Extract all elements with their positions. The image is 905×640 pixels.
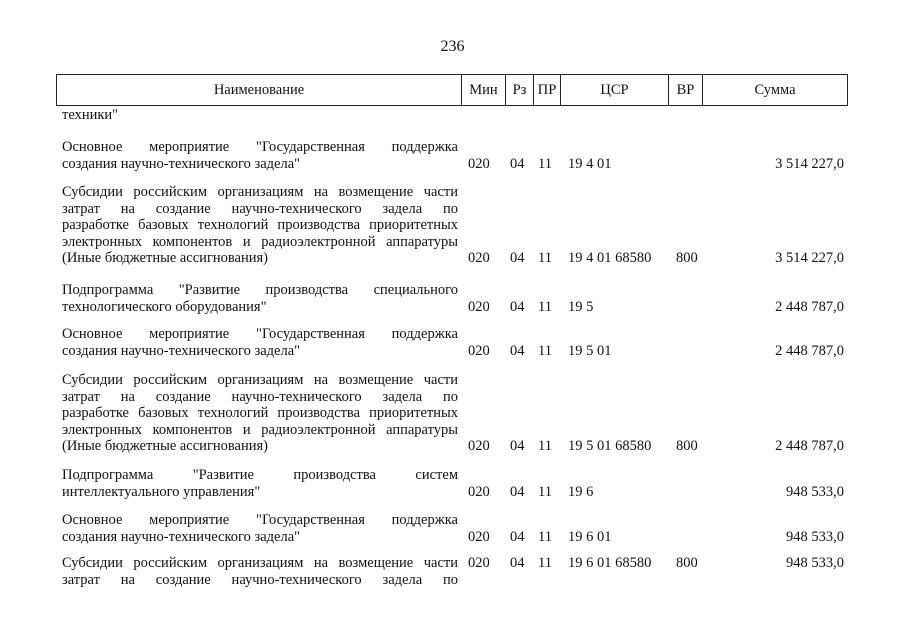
row-name: [62, 184, 458, 267]
header-min: Мин: [462, 75, 506, 105]
row-rz: 04: [510, 298, 525, 315]
row-rz: 04: [510, 438, 525, 455]
row-vr: 800: [676, 555, 698, 571]
row-min: 020: [468, 250, 490, 267]
row-name-line: Субсидии российским организациям на возмещение части: [62, 555, 458, 571]
row-name-line: электронных компонентов и радиоэлектронной аппаратуры: [62, 233, 458, 250]
row-pr: 11: [538, 528, 552, 545]
row-name-line: затрат на создание научно-технического задела по: [62, 388, 458, 405]
row-name-line: Субсидии российским организациям на возмещение части: [62, 372, 458, 388]
row-name-line: создания научно-технического задела": [62, 528, 301, 545]
header-csr: ЦСР: [561, 75, 669, 105]
row-name-line: затрат на создание научно-технического задела по: [62, 200, 458, 217]
row-name-line: Основное мероприятие "Государственная поддержка: [62, 139, 458, 155]
row-pr: 11: [538, 555, 552, 571]
row-sum: 948 533,0: [786, 483, 844, 500]
row-vr: 800: [676, 438, 698, 455]
row-rz: 04: [510, 528, 525, 545]
row-csr: 19 5: [568, 298, 594, 315]
row-rz: 04: [510, 342, 525, 359]
row-csr: 19 6 01: [568, 528, 612, 545]
row-sum: 2 448 787,0: [775, 438, 844, 455]
row-name: [62, 467, 458, 500]
row-name: [62, 512, 458, 545]
row-min: 020: [468, 438, 490, 455]
header-vr: ВР: [669, 75, 703, 105]
row-min: 020: [468, 555, 490, 571]
row-pr: 11: [538, 155, 552, 172]
row-csr: 19 6 01 68580: [568, 555, 652, 571]
row-pr: 11: [538, 483, 552, 500]
row-pr: 11: [538, 250, 552, 267]
row-name-line: затрат на создание научно-технического задела по: [62, 571, 458, 588]
row-rz: 04: [510, 155, 525, 172]
row-sum: 2 448 787,0: [775, 298, 844, 315]
row-name-line: Основное мероприятие "Государственная поддержка: [62, 512, 458, 528]
row-min: 020: [468, 528, 490, 545]
row-sum: 3 514 227,0: [775, 155, 844, 172]
header-rz: Рз: [506, 75, 534, 105]
row-name-line: разработке базовых технологий производства приоритетных: [62, 217, 458, 234]
row-name-line: Подпрограмма "Развитие производства систем: [62, 467, 458, 483]
table-header: [56, 74, 848, 106]
row-name-line: Субсидии российским организациям на возмещение части: [62, 184, 458, 200]
row-sum: 948 533,0: [786, 528, 844, 545]
header-name: Наименование: [57, 75, 462, 105]
row-name-line: создания научно-технического задела": [62, 342, 301, 359]
row-csr: 19 4 01: [568, 155, 612, 172]
row-name-line: (Иные бюджетные ассигнования): [62, 438, 269, 455]
row-name: [62, 372, 458, 455]
row-name-line: Подпрограмма "Развитие производства специального: [62, 282, 458, 298]
row-sum: 948 533,0: [786, 555, 844, 571]
row-vr: 800: [676, 250, 698, 267]
row-min: 020: [468, 155, 490, 172]
page-number: 236: [440, 38, 465, 55]
row-sum: 2 448 787,0: [775, 342, 844, 359]
row-name-line: электронных компонентов и радиоэлектронной аппаратуры: [62, 421, 458, 438]
row-name: [62, 282, 458, 315]
row-pr: 11: [538, 438, 552, 455]
row-name: [62, 555, 458, 588]
row-name-line: создания научно-технического задела": [62, 155, 301, 172]
row-name-line: интеллектуального управления": [62, 483, 261, 500]
row-pr: 11: [538, 342, 552, 359]
header-pr: ПР: [534, 75, 561, 105]
row-name: [62, 139, 458, 172]
row-name-line: разработке базовых технологий производства приоритетных: [62, 405, 458, 422]
row-min: 020: [468, 483, 490, 500]
row-min: 020: [468, 342, 490, 359]
row-rz: 04: [510, 483, 525, 500]
row-name: [62, 326, 458, 359]
row-name-line: технологического оборудования": [62, 298, 267, 315]
continuation-text: техники": [62, 107, 119, 123]
row-name-line: Основное мероприятие "Государственная поддержка: [62, 326, 458, 342]
row-csr: 19 5 01 68580: [568, 438, 652, 455]
header-sum: Сумма: [754, 82, 796, 98]
row-pr: 11: [538, 298, 552, 315]
row-sum: 3 514 227,0: [775, 250, 844, 267]
row-min: 020: [468, 298, 490, 315]
row-csr: 19 6: [568, 483, 594, 500]
row-csr: 19 5 01: [568, 342, 612, 359]
row-rz: 04: [510, 555, 525, 571]
row-name-line: (Иные бюджетные ассигнования): [62, 250, 269, 267]
row-csr: 19 4 01 68580: [568, 250, 652, 267]
row-rz: 04: [510, 250, 525, 267]
